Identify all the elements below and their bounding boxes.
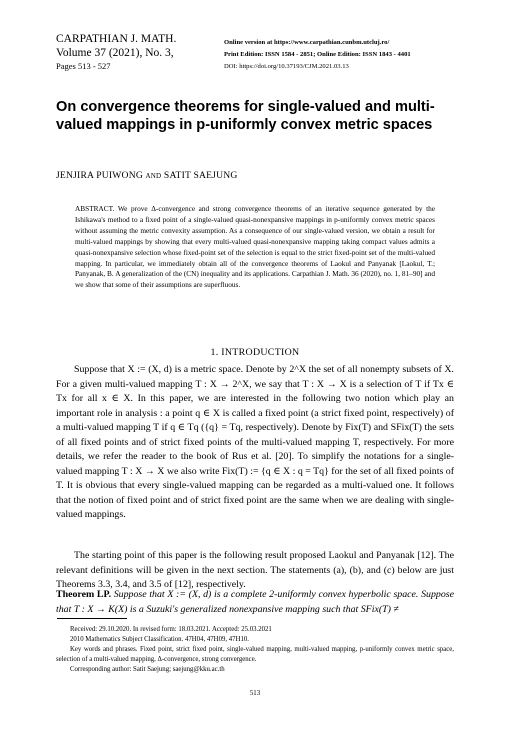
theorem-lp [56, 588, 454, 617]
keywords: Key words and phrases. Fixed point, strict fixed point, single-valued mapping, multi-valued mapping, p-uniformly convex metric space, selection of a multi-valued mapping, Δ-convergence, strong convergence. [56, 646, 454, 663]
journal-header [56, 32, 176, 73]
theorem-text: Suppose that X := (X, d) is a complete 2-uniformly convex hyperbolic space. Suppose that T : X → K(X) is a Suzuki's generalized nonexpansive mapping such that SFix(T) ≠ [56, 589, 454, 615]
doi-line: DOI: https://doi.org/10.37193/CJM.2021.03.13 [224, 63, 349, 70]
page-number: 513 [249, 690, 261, 697]
msc-classification: 2010 Mathematics Subject Classification. 47H04, 47H09, 47H10. [70, 636, 249, 643]
abstract [75, 204, 435, 291]
paper-title: On convergence theorems for single-valued and multi-valued mappings in p-uniformly convex metric spaces [56, 99, 435, 133]
issn-line: Print Edition: ISSN 1584 - 2851; Online Edition: ISSN 1843 - 4401 [224, 51, 411, 58]
journal-name: CARPATHIAN J. MATH. [56, 33, 177, 45]
journal-pages: Pages 513 - 527 [56, 61, 111, 71]
footnote-rule [57, 618, 127, 619]
received-dates: Received: 29.10.2020. In revised form: 18.03.2021. Accepted: 25.03.2021 [70, 626, 272, 633]
journal-volume: Volume 37 (2021), No. 3, [56, 47, 174, 59]
corresponding-author: Corresponding author: Satit Saejung; saejung@kku.ac.th [70, 666, 225, 673]
footnotes [56, 625, 454, 675]
section-heading: 1. INTRODUCTION [210, 347, 300, 358]
intro-paragraph-2: The starting point of this paper is the following result proposed Laokul and Panyanak [12]. The relevant definitions will be given in the next section. The statements (a), (b), and (c) below are just Theorems 3.3, 3.4, and 3.5 of [12], respectively. [56, 550, 454, 590]
abstract-label: ABSTRACT. [75, 204, 115, 213]
author-names: JENJIRA PUIWONG and SATIT SAEJUNG [56, 170, 238, 181]
abstract-text: We prove Δ-convergence and strong convergence theorems of an iterative sequence generated by the Ishikawa's method to a fixed point of a single-valued quasi-nonexpansive mappings in p-uniformly convex metric spaces without assuming the metric convexity assumption. As a consequence of our single-valued version, we obtain a result for multi-valued mappings by showing that every multi-valued quasi-nonexpansive mapping taking compact values admits a quasi-nonexpansive selection whose fixed-point set of the selection is equal to the strict fixed-point set of the multi-valued mapping. In particular, we immediately obtain all of the convergence theorems of Laokul and Panyanak [Laokul, T.; Panyanak, B. A generalization of the (CN) inequality and its applications. Carpathian J. Math. 36 (2020), no. 1, 81–90] and we show that some of their assumptions are superfluous. [75, 204, 435, 290]
publication-info [224, 37, 411, 73]
authors [56, 170, 238, 181]
theorem-label: Theorem LP. [56, 589, 112, 600]
intro-paragraph-1: Suppose that X := (X, d) is a metric space. Denote by 2^X the set of all nonempty subsets of X. For a given multi-valued mapping T : X → 2^X, we say that T : X → X is a selection of T if Tx ∈ Tx for all x ∈ X. In this paper, we are interested in the following two notion which play an important role in analysis : a point q ∈ X is called a fixed point (a strict fixed point, respectively) of a multi-valued mapping T if q ∈ Tq ({q} = Tq, respectively). Denote by Fix(T) and SFix(T) the sets of all fixed points and of strict fixed points of the multi-valued mapping T, respectively. For more details, we refer the reader to the book of Rus et al. [20]. To simplify the notations for a single-valued mapping T : X → X we also write Fix(T) := {q ∈ X : q = Tq} for the set of all fixed points of T. It is obvious that every single-valued mapping can be regarded as a multi-valued one. It follows that the notion of fixed point and of strict fixed point are the same when we are dealing with single-valued mappings. [56, 364, 454, 520]
online-version: Online version at https://www.carpathian.cunbm.utcluj.ro/ [224, 39, 390, 46]
